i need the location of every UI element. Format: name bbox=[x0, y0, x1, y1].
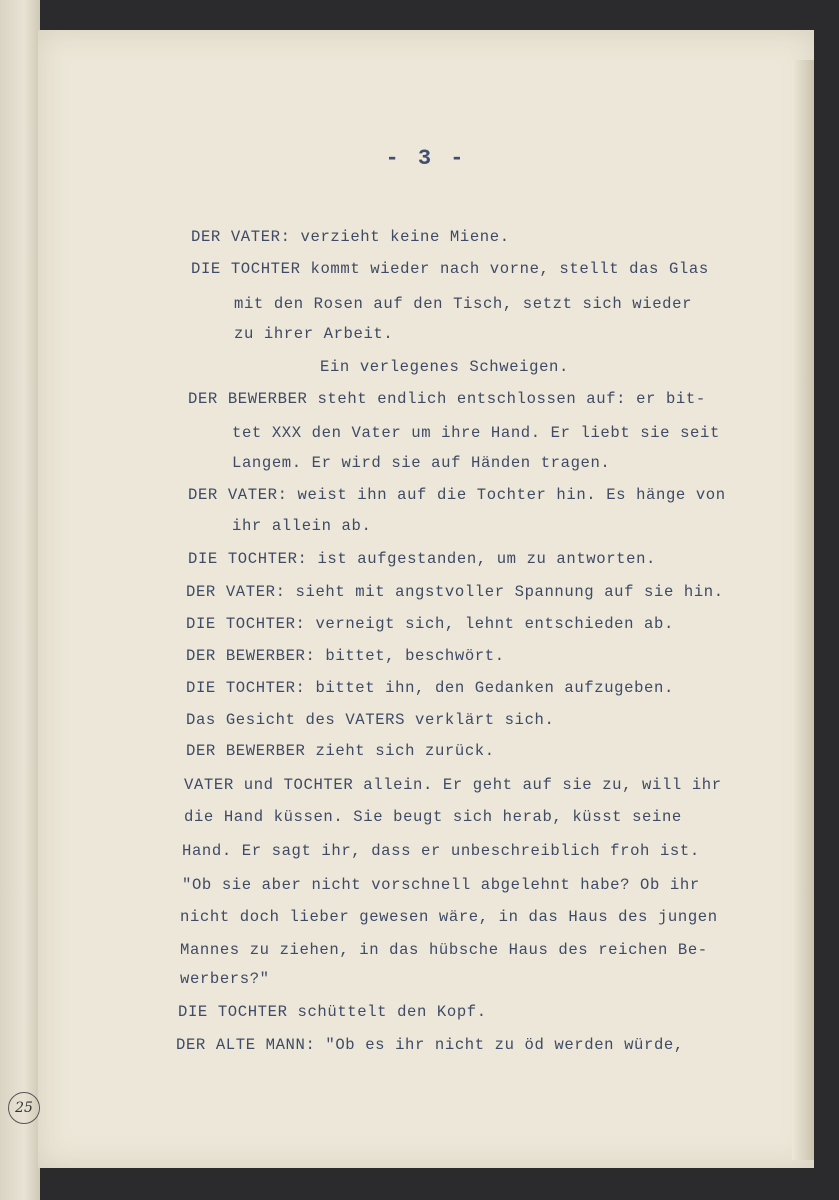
page-number: - 3 - bbox=[385, 146, 467, 171]
text-line: Langem. Er wird sie auf Händen tragen. bbox=[232, 454, 611, 472]
handwritten-margin-note: 25 bbox=[8, 1092, 40, 1124]
text-line: tet XXX den Vater um ihre Hand. Er liebt sie seit bbox=[232, 424, 720, 442]
text-line: DER VATER: sieht mit angstvoller Spannung auf sie hin. bbox=[186, 583, 724, 601]
text-line: "Ob sie aber nicht vorschnell abgelehnt habe? Ob ihr bbox=[182, 876, 700, 894]
text-line: VATER und TOCHTER allein. Er geht auf sie zu, will ihr bbox=[184, 776, 722, 794]
text-line: DIE TOCHTER kommt wieder nach vorne, stellt das Glas bbox=[191, 260, 709, 278]
text-line: nicht doch lieber gewesen wäre, in das Haus des jungen bbox=[180, 908, 718, 926]
text-line: zu ihrer Arbeit. bbox=[234, 325, 394, 343]
text-line: DER VATER: weist ihn auf die Tochter hin. Es hänge von bbox=[188, 486, 726, 504]
text-line: DER VATER: verzieht keine Miene. bbox=[191, 228, 510, 246]
text-line: Das Gesicht des VATERS verklärt sich. bbox=[186, 711, 555, 729]
page-edge-shadow bbox=[792, 60, 814, 1160]
text-line: Mannes zu ziehen, in das hübsche Haus des reichen Be- bbox=[180, 941, 708, 959]
adjacent-page-edge bbox=[0, 0, 40, 1200]
text-line: Ein verlegenes Schweigen. bbox=[320, 358, 569, 376]
text-line: DIE TOCHTER: bittet ihn, den Gedanken aufzugeben. bbox=[186, 679, 674, 697]
text-line: DER BEWERBER: bittet, beschwört. bbox=[186, 647, 505, 665]
text-line: mit den Rosen auf den Tisch, setzt sich wieder bbox=[234, 295, 693, 313]
text-line: DER BEWERBER zieht sich zurück. bbox=[186, 742, 495, 760]
text-line: DIE TOCHTER schüttelt den Kopf. bbox=[178, 1003, 487, 1021]
text-line: DER BEWERBER steht endlich entschlossen auf: er bit- bbox=[188, 390, 706, 408]
text-line: DIE TOCHTER: ist aufgestanden, um zu antworten. bbox=[188, 550, 657, 568]
text-line: ihr allein ab. bbox=[232, 517, 372, 535]
text-line: Hand. Er sagt ihr, dass er unbeschreiblich froh ist. bbox=[182, 842, 700, 860]
text-line: DIE TOCHTER: verneigt sich, lehnt entschieden ab. bbox=[186, 615, 674, 633]
text-line: werbers?" bbox=[180, 970, 270, 988]
text-line: DER ALTE MANN: "Ob es ihr nicht zu öd werden würde, bbox=[176, 1036, 684, 1054]
typewritten-page bbox=[38, 30, 814, 1168]
text-line: die Hand küssen. Sie beugt sich herab, küsst seine bbox=[184, 808, 682, 826]
